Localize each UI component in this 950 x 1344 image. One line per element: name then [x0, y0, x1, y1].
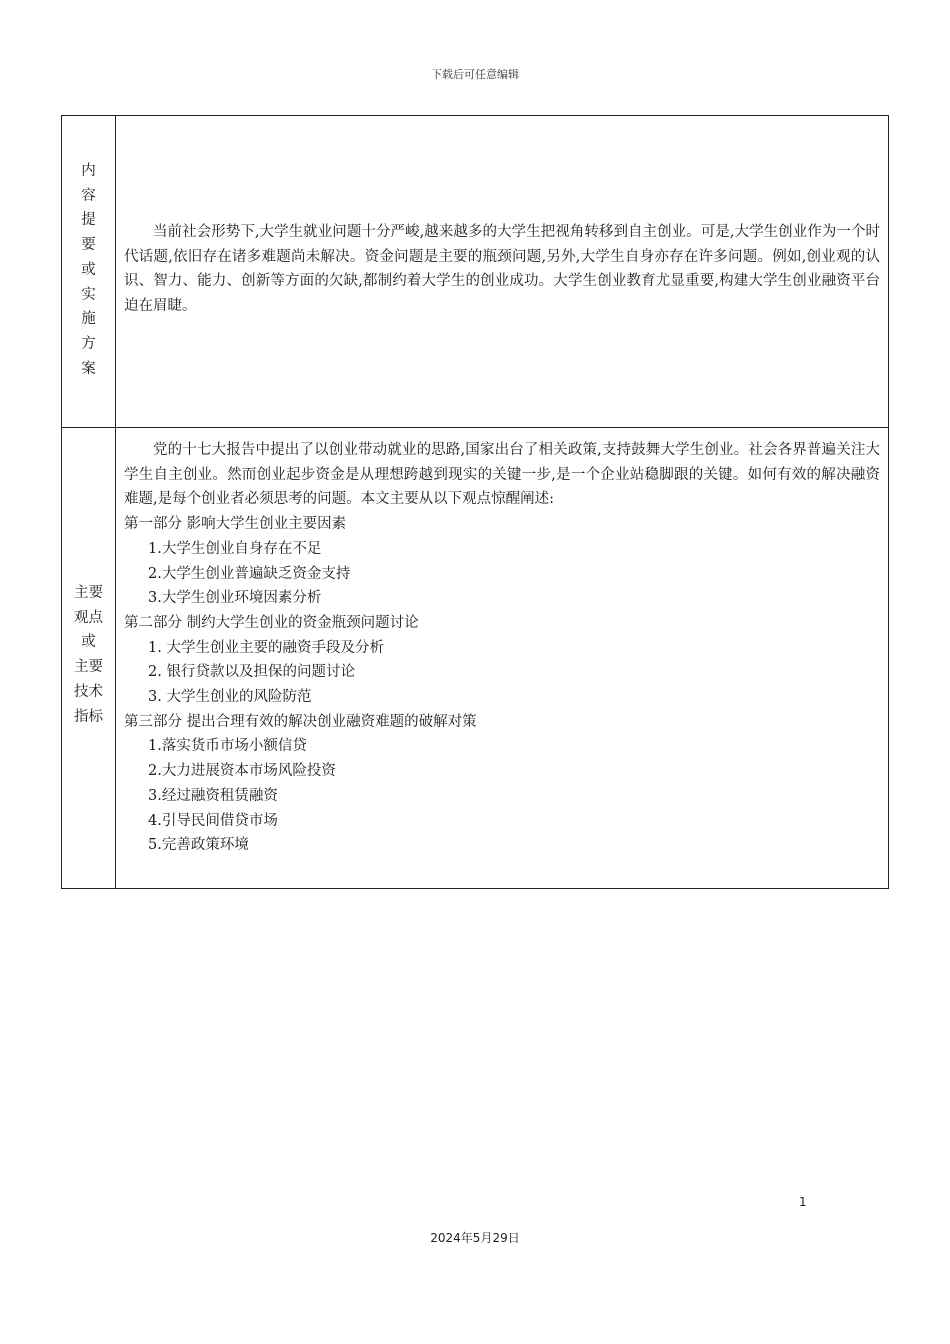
- label-line: 观点: [74, 609, 103, 626]
- list-item: 1. 大学生创业主要的融资手段及分析: [148, 639, 384, 656]
- label-char: 提: [81, 212, 96, 229]
- label-line: 指标: [74, 708, 103, 725]
- list-item: 5.完善政策环境: [148, 837, 249, 854]
- list-item: 1.大学生创业自身存在不足: [148, 540, 322, 557]
- label-line: 技术: [74, 683, 103, 700]
- intro-paragraph: 党的十七大报告中提出了以创业带动就业的思路,国家出台了相关政策,支持鼓舞大学生创业。社会各界普遍关注大学生自主创业。然而创业起步资金是从理想跨越到现实的关键一步,是一个企业站稳脚跟的关键。如何有效的解决融资难题,是每个创业者必须思考的问题。本文主要从以下观点惊醒阐述:: [124, 442, 880, 508]
- section-heading: 第二部分 制约大学生创业的资金瓶颈问题讨论: [124, 614, 419, 631]
- label-line: 主要: [74, 585, 103, 601]
- summary-paragraph: 当前社会形势下,大学生就业问题十分严峻,越来越多的大学生把视角转移到自主创业。可是,大学生创业作为一个时代话题,依旧存在诸多难题尚未解决。资金问题是主要的瓶颈问题,另外,大学生自身亦存在许多问题。例如,创业观的认识、智力、能力、创新等方面的欠缺,都制约着大学生的创业成功。大学生创业教育尤显重要,构建大学生创业融资平台迫在眉睫。: [124, 224, 880, 315]
- list-item: 4.引导民间借贷市场: [148, 812, 278, 829]
- label-char: 案: [81, 360, 96, 377]
- label-line: 主要: [74, 659, 103, 676]
- section-heading: 第三部分 提出合理有效的解决创业融资难题的破解对策: [124, 713, 477, 730]
- label-char: 施: [81, 311, 96, 328]
- label-char: 容: [81, 187, 96, 204]
- form-table: [61, 115, 889, 889]
- list-item: 3.经过融资租赁融资: [148, 787, 278, 804]
- label-char: 要: [81, 237, 96, 254]
- list-item: 2. 银行贷款以及担保的问题讨论: [148, 664, 355, 681]
- main-points-content-cell: [116, 428, 889, 889]
- main-points-label: [62, 581, 115, 729]
- label-char: 方: [81, 335, 96, 352]
- label-line: 或: [81, 634, 96, 651]
- label-char: 内: [81, 163, 96, 179]
- page-number: 1: [799, 1195, 807, 1209]
- label-char: 或: [81, 261, 96, 278]
- summary-label: [62, 159, 115, 381]
- list-item: 3. 大学生创业的风险防范: [148, 689, 312, 706]
- header-note: 下载后可任意编辑: [431, 68, 519, 81]
- footer-date: 2024年5月29日: [430, 1231, 520, 1245]
- main-points-row: [62, 428, 889, 889]
- list-item: 2.大学生创业普遍缺乏资金支持: [148, 565, 351, 582]
- label-char: 实: [81, 286, 96, 303]
- summary-content-cell: [116, 116, 889, 428]
- summary-row: [62, 116, 889, 428]
- main-points-label-cell: [62, 428, 116, 889]
- list-item: 3.大学生创业环境因素分析: [148, 590, 322, 607]
- list-item: 1.落实货币市场小额信贷: [148, 738, 307, 755]
- list-item: 2.大力进展资本市场风险投资: [148, 763, 336, 780]
- section-heading: 第一部分 影响大学生创业主要因素: [124, 516, 347, 533]
- summary-label-cell: [62, 116, 116, 428]
